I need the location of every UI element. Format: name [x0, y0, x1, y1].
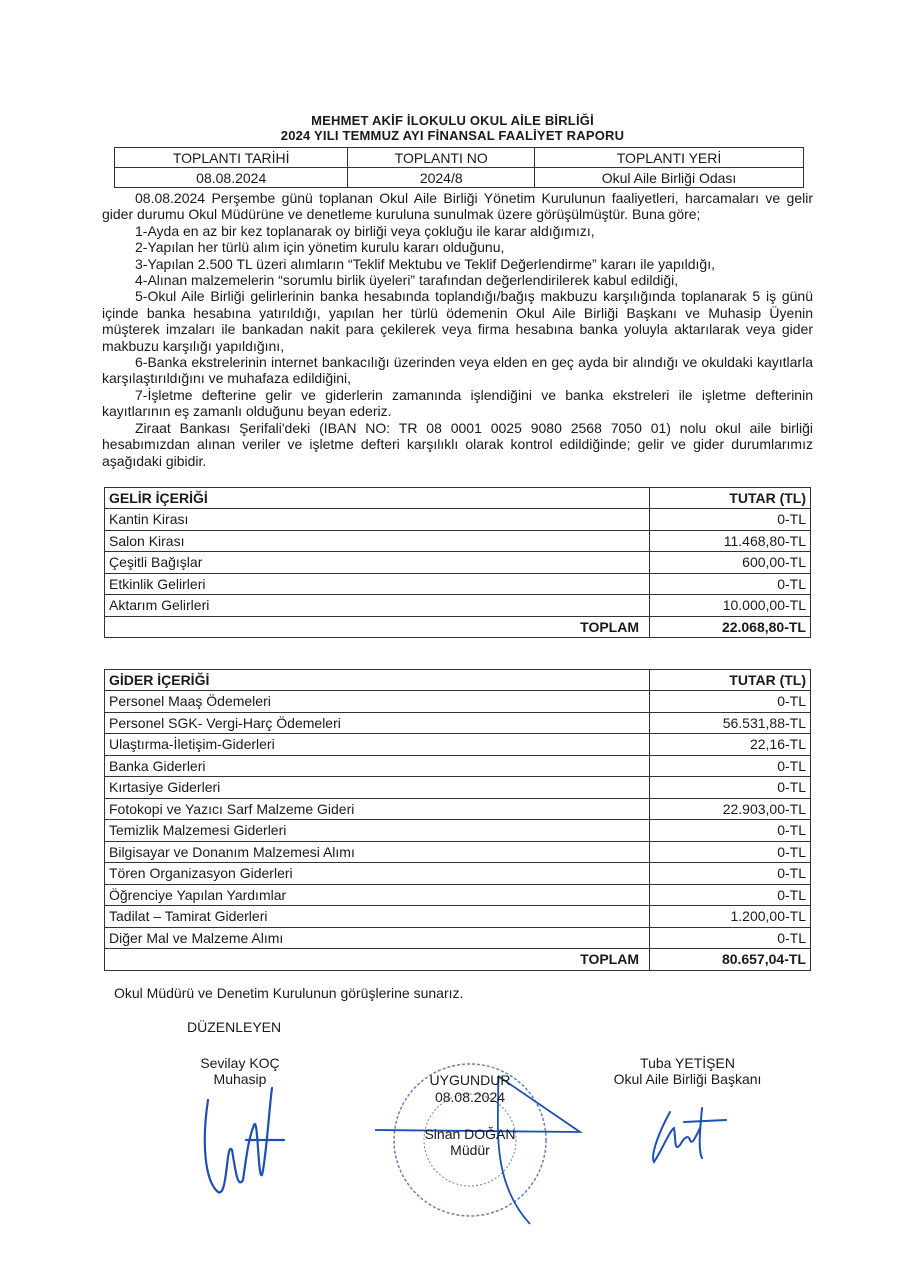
- income-total-row: [105, 616, 811, 638]
- report-title-line1: MEHMET AKİF İLOKULU OKUL AİLE BİRLİĞİ: [311, 113, 594, 128]
- expense-value: 1.200,00-TL: [650, 906, 811, 928]
- expense-label: Tadilat – Tamirat Giderleri: [105, 906, 650, 928]
- expense-header-label: GİDER İÇERİĞİ: [105, 670, 650, 691]
- intro-paragraph: 08.08.2024 Perşembe günü toplanan Okul Aile Birliği Yönetim Kurulunun faaliyetleri, harcamaları ve gelir gider durumu Okul Müdürüne ve denetleme kuruluna sunulmak üzere görüşülmüştür. Buna göre;: [102, 190, 813, 223]
- meeting-no-header: TOPLANTI NO: [348, 148, 535, 168]
- expense-value: 0-TL: [650, 841, 811, 863]
- income-value: 600,00-TL: [650, 552, 811, 574]
- expense-total-row: [105, 949, 811, 971]
- income-value: 0-TL: [650, 573, 811, 595]
- expense-value: 56.531,88-TL: [650, 712, 811, 734]
- expense-label: Banka Giderleri: [105, 755, 650, 777]
- table-row: [105, 755, 811, 777]
- expense-label: Öğrenciye Yapılan Yardımlar: [105, 884, 650, 906]
- table-row: [105, 712, 811, 734]
- report-body: [102, 190, 813, 469]
- meeting-no: 2024/8: [348, 168, 535, 188]
- table-row: [105, 884, 811, 906]
- left-signatory-title: Muhasip: [213, 1071, 267, 1087]
- expense-value: 0-TL: [650, 777, 811, 799]
- expense-label: Temizlik Malzemesi Giderleri: [105, 820, 650, 842]
- item-1: 1-Ayda en az bir kez toplanarak oy birliği veya çokluğu ile karar aldığımızı,: [135, 222, 595, 239]
- income-label: Kantin Kirası: [105, 509, 650, 531]
- table-row: [105, 927, 811, 949]
- meeting-date-header: TOPLANTI TARİHİ: [115, 148, 348, 168]
- expense-label: Ulaştırma-İletişim-Giderleri: [105, 734, 650, 756]
- expense-label: Bilgisayar ve Donanım Malzemesi Alımı: [105, 841, 650, 863]
- prepared-by-label: DÜZENLEYEN: [187, 1019, 282, 1035]
- right-signature-icon: [640, 1100, 730, 1170]
- table-row: [105, 595, 811, 617]
- expense-value: 0-TL: [650, 820, 811, 842]
- table-row: [105, 573, 811, 595]
- stamp-approved: UYGUNDUR: [429, 1072, 511, 1088]
- expense-value: 0-TL: [650, 884, 811, 906]
- report-title-line2: 2024 YILI TEMMUZ AYI FİNANSAL FAALİYET RAPORU: [280, 128, 625, 143]
- meeting-date: 08.08.2024: [115, 168, 348, 188]
- expense-label: Personel SGK- Vergi-Harç Ödemeleri: [105, 712, 650, 734]
- expense-table: [104, 669, 811, 971]
- expense-value: 0-TL: [650, 863, 811, 885]
- income-header-label: GELİR İÇERİĞİ: [105, 488, 650, 509]
- meeting-place-header: TOPLANTI YERİ: [535, 148, 804, 168]
- income-total-label: TOPLAM: [105, 616, 650, 638]
- left-signature-icon: [188, 1080, 298, 1205]
- expense-label: Tören Organizasyon Giderleri: [105, 863, 650, 885]
- income-table: [104, 487, 811, 638]
- table-row: [105, 863, 811, 885]
- table-row: [105, 820, 811, 842]
- item-5: 5-Okul Aile Birliği gelirlerinin banka hesabında toplandığı/bağış makbuzu karşılığında toplanarak 5 iş günü içinde banka hesabına yatırıldığı, yapılan her türlü ödemenin Okul Aile Birliği Başkanı ve Muhasip Üyenin müşterek imzaları ile bankadan nakit para çekilerek veya firma hesabına banka yoluyla aktarılarak veya gider makbuzu karşılığı yapıldığını,: [102, 288, 813, 354]
- table-row: [105, 734, 811, 756]
- expense-value: 22,16-TL: [650, 734, 811, 756]
- income-label: Salon Kirası: [105, 530, 650, 552]
- income-label: Çeşitli Bağışlar: [105, 552, 650, 574]
- table-row: [105, 777, 811, 799]
- item-2: 2-Yapılan her türlü alım için yönetim kurulu kararı olduğunu,: [135, 239, 505, 256]
- meeting-place: Okul Aile Birliği Odası: [535, 168, 804, 188]
- closing-statement: Okul Müdürü ve Denetim Kurulunun görüşlerine sunarız.: [114, 985, 464, 1001]
- expense-label: Kırtasiye Giderleri: [105, 777, 650, 799]
- income-value: 11.468,80-TL: [650, 530, 811, 552]
- stamp-date: 08.08.2024: [434, 1089, 506, 1105]
- income-label: Etkinlik Gelirleri: [105, 573, 650, 595]
- table-row: [105, 509, 811, 531]
- table-row: [105, 552, 811, 574]
- table-row: [105, 906, 811, 928]
- expense-value: 0-TL: [650, 755, 811, 777]
- income-total-value: 22.068,80-TL: [650, 616, 811, 638]
- table-row: [105, 841, 811, 863]
- table-row: [105, 691, 811, 713]
- expense-value: 0-TL: [650, 691, 811, 713]
- item-6: 6-Banka ekstrelerinin internet bankacılığı üzerinden veya elden en geç ayda bir alındığı ve okuldaki kayıtlarla karşılaştırıldığını ve muhafaza edildiğini,: [102, 354, 813, 387]
- income-value: 10.000,00-TL: [650, 595, 811, 617]
- center-signatory-name: Sinan DOĞAN: [424, 1126, 516, 1142]
- expense-value: 22.903,00-TL: [650, 798, 811, 820]
- expense-label: Diğer Mal ve Malzeme Alımı: [105, 927, 650, 949]
- left-signatory-name: Sevilay KOÇ: [200, 1055, 280, 1071]
- right-signatory: [595, 1055, 780, 1087]
- expense-total-value: 80.657,04-TL: [650, 949, 811, 971]
- income-label: Aktarım Gelirleri: [105, 595, 650, 617]
- bank-paragraph: Ziraat Bankası Şerifali'deki (IBAN NO: TR 08 0001 0025 9080 2568 7050 01) nolu okul aile birliği hesabımızdan alınan veriler ve işletme defteri karşılıklı olarak kontrol edildiğinde; gelir ve gider durumlarımız aşağıdaki gibidir.: [102, 419, 813, 469]
- expense-value: 0-TL: [650, 927, 811, 949]
- expense-header-value: TUTAR (TL): [650, 670, 811, 691]
- income-header-value: TUTAR (TL): [650, 488, 811, 509]
- right-signatory-title: Okul Aile Birliği Başkanı: [613, 1071, 762, 1087]
- expense-label: Fotokopi ve Yazıcı Sarf Malzeme Gideri: [105, 798, 650, 820]
- right-signatory-name: Tuba YETİŞEN: [640, 1055, 735, 1071]
- item-4: 4-Alınan malzemelerin “sorumlu birlik üyeleri” tarafından değerlendirilerek kabul edildiği,: [135, 272, 679, 289]
- center-signatory-title: Müdür: [450, 1142, 490, 1158]
- meeting-info-table: [114, 147, 804, 188]
- table-row: [105, 530, 811, 552]
- expense-label: Personel Maaş Ödemeleri: [105, 691, 650, 713]
- item-7: 7-İşletme defterine gelir ve giderlerin zamanında işlendiğini ve banka ekstreleri ile işletme defterinin kayıtlarının eş zamanlı olduğunu beyan ederiz.: [102, 386, 813, 420]
- approval-stamp: [370, 1048, 590, 1228]
- expense-total-label: TOPLAM: [105, 949, 650, 971]
- table-row: [105, 798, 811, 820]
- item-3: 3-Yapılan 2.500 TL üzeri alımların “Teklif Mektubu ve Teklif Değerlendirme” kararı ile yapıldığı,: [135, 255, 715, 272]
- income-value: 0-TL: [650, 509, 811, 531]
